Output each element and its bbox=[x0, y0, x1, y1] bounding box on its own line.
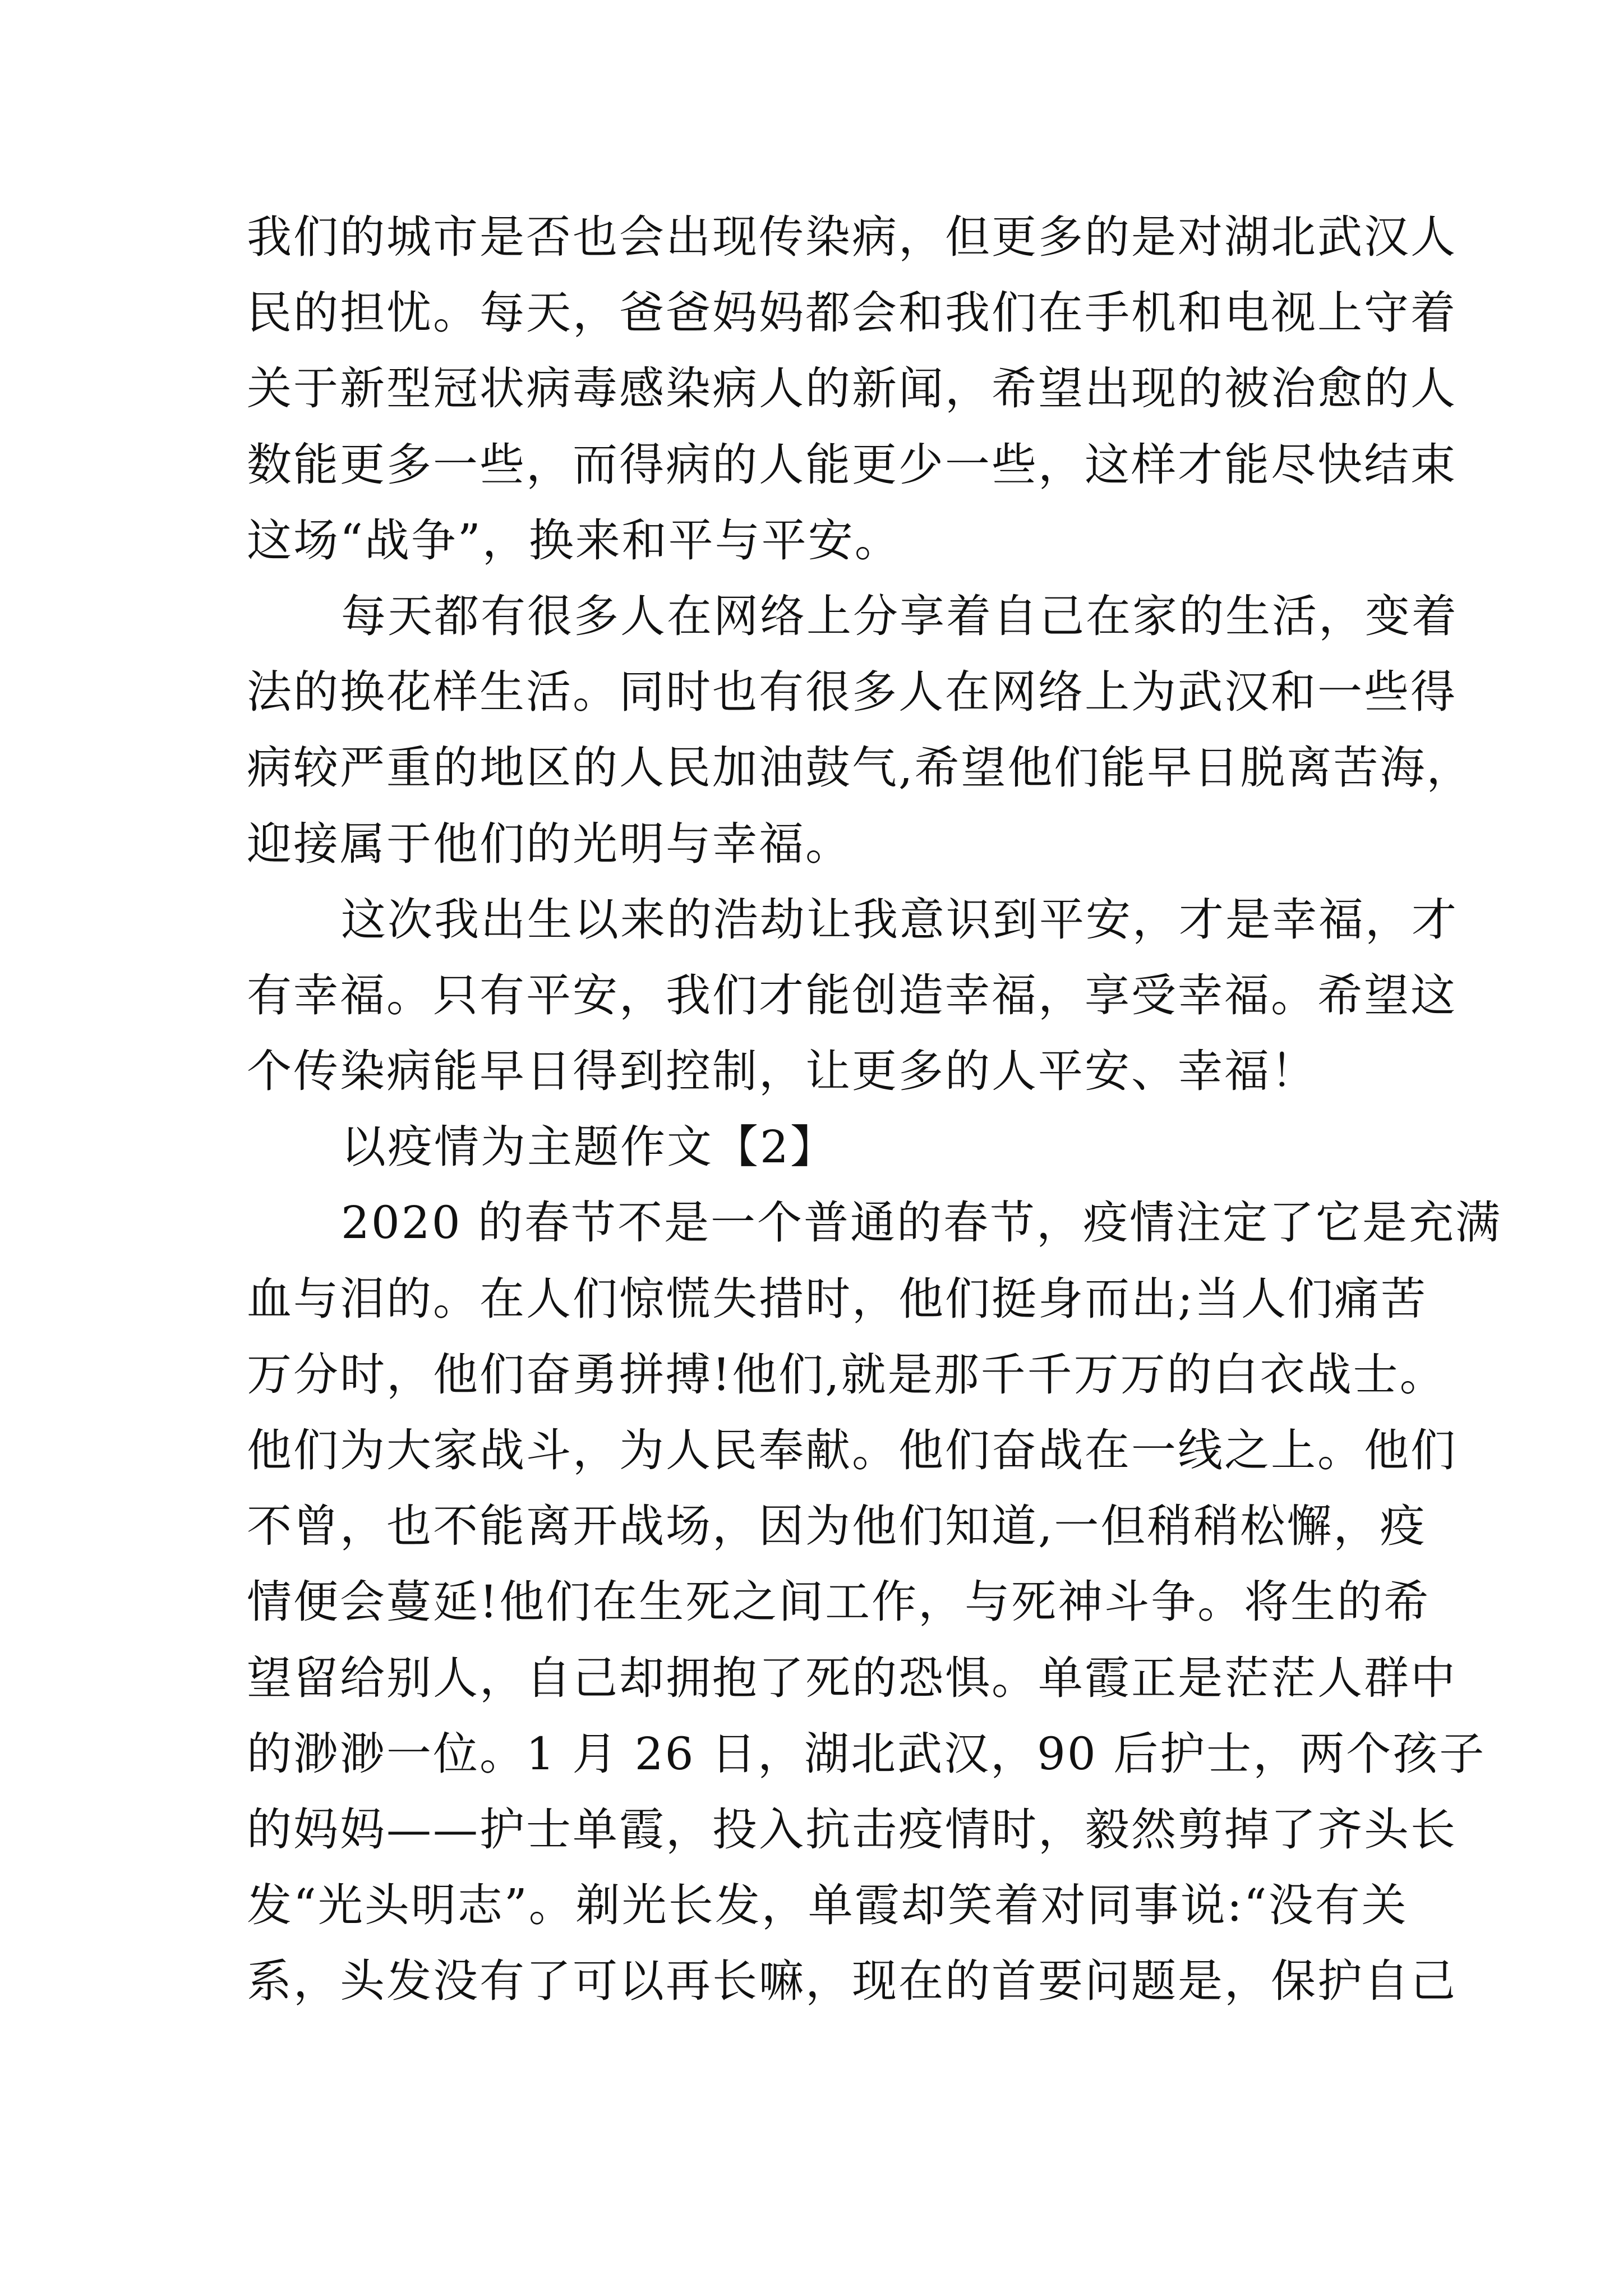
paragraph-first-line: 每天都有很多人在网络上分享着自己在家的生活，变着 bbox=[341, 590, 1458, 642]
text-line: 病较严重的地区的人民加油鼓气,希望他们能早日脱离苦海， bbox=[247, 742, 1473, 794]
text-line: 发“光头明志”。剃光长发，单霞却笑着对同事说:“没有关 bbox=[247, 1879, 1408, 1932]
text-line: 个传染病能早日得到控制，让更多的人平安、幸福！ bbox=[247, 1045, 1317, 1098]
text-line: 情便会蔓延!他们在生死之间工作，与死神斗争。将生的希 bbox=[247, 1576, 1431, 1628]
body-text bbox=[247, 199, 1502, 2019]
text-line: 我们的城市是否也会出现传染病，但更多的是对湖北武汉人 bbox=[247, 211, 1457, 263]
text-line: 他们为大家战斗，为人民奉献。他们奋战在一线之上。他们 bbox=[247, 1424, 1457, 1476]
text-line: 万分时，他们奋勇拼搏!他们,就是那千千万万的白衣战士。 bbox=[247, 1348, 1446, 1401]
text-line: 法的换花样生活。同时也有很多人在网络上为武汉和一些得 bbox=[247, 666, 1457, 719]
text-line: 民的担忧。每天，爸爸妈妈都会和我们在手机和电视上守着 bbox=[247, 287, 1457, 339]
text-line: 有幸福。只有平安，我们才能创造幸福，享受幸福。希望这 bbox=[247, 969, 1457, 1022]
text-line: 的妈妈——护士单霞，投入抗击疫情时，毅然剪掉了齐头长 bbox=[247, 1803, 1457, 1856]
text-line: 关于新型冠状病毒感染病人的新闻，希望出现的被治愈的人 bbox=[247, 362, 1457, 415]
text-line: 不曾，也不能离开战场，因为他们知道,一但稍稍松懈，疫 bbox=[247, 1500, 1427, 1553]
text-line: 系，头发没有了可以再长嘛，现在的首要问题是，保护自己 bbox=[247, 1955, 1457, 2008]
text-line: 血与泪的。在人们惊慌失措时，他们挺身而出;当人们痛苦 bbox=[247, 1272, 1427, 1325]
text-line: 数能更多一些，而得病的人能更少一些，这样才能尽快结束 bbox=[247, 438, 1457, 491]
text-line: 的渺渺一位。1 月 26 日，湖北武汉，90 后护士，两个孩子 bbox=[247, 1727, 1486, 1780]
text-line: 这场“战争”，换来和平与平安。 bbox=[247, 514, 901, 567]
section-heading: 以疫情为主题作文【2】 bbox=[341, 1121, 837, 1174]
text-line: 迎接属于他们的光明与幸福。 bbox=[247, 817, 852, 870]
paragraph-first-line: 这次我出生以来的浩劫让我意识到平安，才是幸福，才 bbox=[341, 893, 1458, 946]
text-line: 望留给别人，自己却拥抱了死的恐惧。单霞正是茫茫人群中 bbox=[247, 1651, 1457, 1704]
paragraph-first-line: 2020 的春节不是一个普通的春节，疫情注定了它是充满 bbox=[341, 1197, 1502, 1249]
